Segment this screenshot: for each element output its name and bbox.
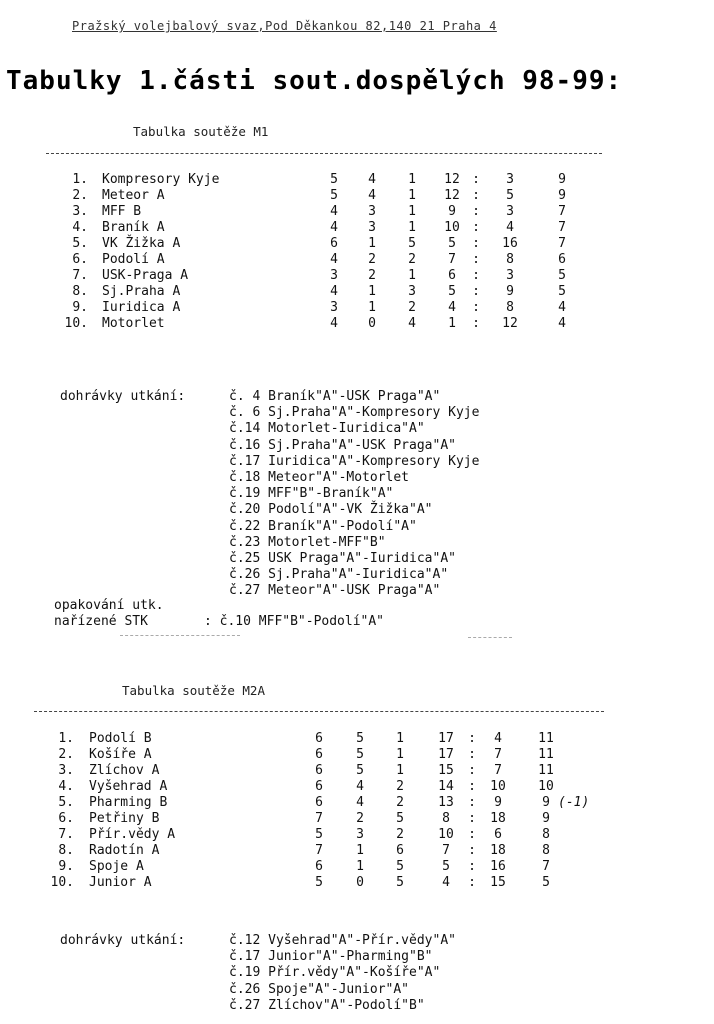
team-cell: Zlíchov A	[89, 763, 160, 778]
sets-won-cell: 12	[444, 188, 460, 203]
losses-cell: 3	[408, 284, 416, 299]
sets-won-cell: 14	[438, 779, 454, 794]
losses-cell: 2	[408, 252, 416, 267]
position-cell: 10.	[64, 316, 88, 331]
wins-cell: 2	[368, 252, 376, 267]
wins-cell: 5	[356, 763, 364, 778]
matches-cell: 6	[315, 747, 323, 762]
wins-cell: 0	[368, 316, 376, 331]
table-row	[0, 188, 714, 204]
sets-lost-cell: 15	[490, 875, 506, 890]
m1-footer-divider-2	[468, 637, 512, 638]
sets-lost-cell: 3	[506, 204, 514, 219]
sets-lost-cell: 8	[506, 252, 514, 267]
wins-cell: 4	[368, 172, 376, 187]
losses-cell: 2	[408, 300, 416, 315]
points-cell: 4	[558, 300, 566, 315]
matches-cell: 5	[330, 188, 338, 203]
sets-colon: :	[468, 747, 476, 762]
points-cell: 5	[558, 284, 566, 299]
matches-cell: 6	[315, 731, 323, 746]
team-cell: Junior A	[89, 875, 152, 890]
pending-match-item: č.27 Zlíchov"A"-Podolí"B"	[229, 997, 425, 1013]
sets-colon: :	[472, 220, 480, 235]
losses-cell: 5	[408, 236, 416, 251]
m1-repeat-value: : č.10 MFF"B"-Podolí"A"	[204, 614, 385, 629]
m1-repeat-label-1: opakování utk.	[54, 598, 164, 613]
points-cell: 7	[542, 859, 550, 874]
matches-cell: 4	[330, 316, 338, 331]
points-cell: 5	[542, 875, 550, 890]
sets-won-cell: 17	[438, 731, 454, 746]
table-row	[0, 779, 714, 795]
team-cell: Podolí A	[102, 252, 165, 267]
sets-won-cell: 1	[448, 316, 456, 331]
position-cell: 6.	[72, 252, 88, 267]
points-cell: 9	[542, 795, 550, 810]
pending-match-item: č.20 Podolí"A"-VK Žižka"A"	[229, 502, 433, 518]
pending-match-item: č.22 Braník"A"-Podolí"A"	[229, 518, 417, 534]
wins-cell: 1	[356, 859, 364, 874]
position-cell: 4.	[72, 220, 88, 235]
table-row	[0, 747, 714, 763]
table-row	[0, 875, 714, 891]
matches-cell: 6	[315, 859, 323, 874]
matches-cell: 7	[315, 843, 323, 858]
table-row	[0, 204, 714, 220]
sets-lost-cell: 16	[490, 859, 506, 874]
sets-colon: :	[472, 204, 480, 219]
table-row	[0, 268, 714, 284]
table-row	[0, 284, 714, 300]
sets-lost-cell: 4	[494, 731, 502, 746]
sets-colon: :	[468, 795, 476, 810]
points-cell: 8	[542, 843, 550, 858]
position-cell: 6.	[58, 811, 74, 826]
pending-match-item: č.25 USK Praga"A"-Iuridica"A"	[229, 551, 456, 566]
sets-colon: :	[472, 236, 480, 251]
pending-match-item: č.23 Motorlet-MFF"B"	[229, 534, 386, 550]
losses-cell: 1	[408, 220, 416, 235]
m1-table-heading: Tabulka soutěže M1	[133, 124, 269, 139]
losses-cell: 1	[396, 747, 404, 762]
points-cell: 11	[538, 763, 554, 778]
wins-cell: 4	[356, 779, 364, 794]
sets-lost-cell: 9	[506, 284, 514, 299]
table-row	[0, 827, 714, 843]
team-cell: Přír.vědy A	[89, 827, 176, 842]
pending-match-item: č.17 Iuridica"A"-Kompresory Kyje	[229, 453, 480, 469]
pending-match-item: č.17 Junior"A"-Pharming"B"	[229, 949, 433, 965]
matches-cell: 5	[330, 172, 338, 187]
m2a-table-heading: Tabulka soutěže M2A	[122, 683, 265, 698]
pending-match-item: č.12 Vyšehrad"A"-Přír.vědy"A"	[229, 933, 456, 948]
sets-lost-cell: 5	[506, 188, 514, 203]
losses-cell: 2	[396, 779, 404, 794]
position-cell: 8.	[58, 843, 74, 858]
losses-cell: 1	[408, 188, 416, 203]
position-cell: 7.	[72, 268, 88, 283]
table-row	[0, 795, 714, 811]
table-row	[0, 172, 714, 188]
position-cell: 7.	[58, 827, 74, 842]
team-cell: Motorlet	[102, 316, 165, 331]
sets-won-cell: 17	[438, 747, 454, 762]
points-cell: 7	[558, 204, 566, 219]
m1-footer-divider-1	[120, 635, 240, 636]
matches-cell: 3	[330, 300, 338, 315]
sets-won-cell: 10	[444, 220, 460, 235]
position-cell: 4.	[58, 779, 74, 794]
points-cell: 5	[558, 268, 566, 283]
wins-cell: 5	[356, 747, 364, 762]
pending-match-item: č.26 Sj.Praha"A"-Iuridica"A"	[229, 567, 449, 583]
matches-cell: 5	[315, 875, 323, 890]
team-cell: Meteor A	[102, 188, 165, 203]
team-cell: MFF B	[102, 204, 142, 219]
sets-colon: :	[468, 779, 476, 794]
penalty-note: (-1)	[558, 795, 590, 810]
sets-colon: :	[472, 268, 480, 283]
points-cell: 7	[558, 236, 566, 251]
sets-lost-cell: 12	[502, 316, 518, 331]
pending-match-item: č.26 Spoje"A"-Junior"A"	[229, 981, 410, 997]
wins-cell: 1	[368, 284, 376, 299]
sets-won-cell: 12	[444, 172, 460, 187]
page-title: Tabulky 1.části sout.dospělých 98-99:	[6, 66, 623, 96]
sets-colon: :	[468, 843, 476, 858]
matches-cell: 6	[315, 779, 323, 794]
losses-cell: 1	[408, 204, 416, 219]
m2a-pending-label: dohrávky utkání:	[60, 933, 186, 948]
team-cell: Braník A	[102, 220, 165, 235]
sets-lost-cell: 8	[506, 300, 514, 315]
position-cell: 1.	[72, 172, 88, 187]
table-row	[0, 220, 714, 236]
team-cell: Podolí B	[89, 731, 152, 746]
matches-cell: 4	[330, 252, 338, 267]
m1-pending-label: dohrávky utkání:	[60, 389, 186, 404]
table-row	[0, 236, 714, 252]
points-cell: 9	[542, 811, 550, 826]
losses-cell: 5	[396, 859, 404, 874]
sets-won-cell: 7	[442, 843, 450, 858]
points-cell: 4	[558, 316, 566, 331]
losses-cell: 1	[396, 763, 404, 778]
pending-match-item: č.18 Meteor"A"-Motorlet	[229, 470, 410, 485]
sets-won-cell: 13	[438, 795, 454, 810]
team-cell: VK Žižka A	[102, 236, 181, 251]
pending-match-item: č. 4 Braník"A"-USK Praga"A"	[229, 389, 441, 404]
wins-cell: 5	[356, 731, 364, 746]
team-cell: Kompresory Kyje	[102, 172, 220, 187]
position-cell: 1.	[58, 731, 74, 746]
wins-cell: 4	[356, 795, 364, 810]
losses-cell: 5	[396, 875, 404, 890]
team-cell: Košíře A	[89, 747, 152, 762]
team-cell: Radotín A	[89, 843, 160, 858]
wins-cell: 1	[368, 300, 376, 315]
m1-divider	[46, 153, 602, 154]
sets-won-cell: 5	[448, 236, 456, 251]
position-cell: 3.	[58, 763, 74, 778]
team-cell: Petřiny B	[89, 811, 160, 826]
sets-won-cell: 9	[448, 204, 456, 219]
position-cell: 9.	[58, 859, 74, 874]
sets-colon: :	[472, 188, 480, 203]
team-cell: Iuridica A	[102, 300, 181, 315]
team-cell: Vyšehrad A	[89, 779, 168, 794]
pending-match-item: č.14 Motorlet-Iuridica"A"	[229, 421, 425, 437]
matches-cell: 7	[315, 811, 323, 826]
m1-repeat-label-2: nařízené STK	[54, 614, 148, 629]
points-cell: 9	[558, 188, 566, 203]
sets-won-cell: 6	[448, 268, 456, 283]
sets-won-cell: 4	[442, 875, 450, 890]
points-cell: 7	[558, 220, 566, 235]
sets-lost-cell: 4	[506, 220, 514, 235]
wins-cell: 2	[356, 811, 364, 826]
sets-won-cell: 5	[448, 284, 456, 299]
pending-match-item: č.16 Sj.Praha"A"-USK Praga"A"	[229, 437, 456, 453]
sets-colon: :	[472, 172, 480, 187]
sets-lost-cell: 9	[494, 795, 502, 810]
team-cell: Spoje A	[89, 859, 144, 874]
sets-lost-cell: 18	[490, 811, 506, 826]
sets-lost-cell: 7	[494, 747, 502, 762]
losses-cell: 2	[396, 827, 404, 842]
pending-match-item: č.27 Meteor"A"-USK Praga"A"	[229, 583, 441, 599]
position-cell: 5.	[58, 795, 74, 810]
table-row	[0, 859, 714, 875]
sets-colon: :	[468, 827, 476, 842]
losses-cell: 6	[396, 843, 404, 858]
matches-cell: 6	[315, 763, 323, 778]
sets-colon: :	[468, 811, 476, 826]
losses-cell: 2	[396, 795, 404, 810]
sets-colon: :	[468, 731, 476, 746]
position-cell: 8.	[72, 284, 88, 299]
table-row	[0, 843, 714, 859]
sets-colon: :	[472, 252, 480, 267]
matches-cell: 5	[315, 827, 323, 842]
position-cell: 3.	[72, 204, 88, 219]
pending-match-item: č.19 Přír.vědy"A"-Košíře"A"	[229, 965, 441, 981]
points-cell: 6	[558, 252, 566, 267]
sets-colon: :	[472, 300, 480, 315]
wins-cell: 2	[368, 268, 376, 283]
wins-cell: 1	[368, 236, 376, 251]
table-row	[0, 731, 714, 747]
sets-colon: :	[468, 859, 476, 874]
wins-cell: 3	[368, 204, 376, 219]
sets-colon: :	[468, 875, 476, 890]
matches-cell: 6	[330, 236, 338, 251]
sets-colon: :	[468, 763, 476, 778]
matches-cell: 6	[315, 795, 323, 810]
table-row	[0, 811, 714, 827]
sets-won-cell: 8	[442, 811, 450, 826]
matches-cell: 4	[330, 284, 338, 299]
losses-cell: 5	[396, 811, 404, 826]
sets-lost-cell: 3	[506, 268, 514, 283]
wins-cell: 3	[368, 220, 376, 235]
points-cell: 11	[538, 747, 554, 762]
position-cell: 2.	[72, 188, 88, 203]
losses-cell: 1	[408, 268, 416, 283]
sets-won-cell: 10	[438, 827, 454, 842]
sets-lost-cell: 18	[490, 843, 506, 858]
team-cell: Pharming B	[89, 795, 168, 810]
team-cell: Sj.Praha A	[102, 284, 181, 299]
position-cell: 10.	[50, 875, 74, 890]
sets-colon: :	[472, 316, 480, 331]
sets-lost-cell: 16	[502, 236, 518, 251]
team-cell: USK-Praga A	[102, 268, 189, 283]
matches-cell: 4	[330, 204, 338, 219]
losses-cell: 4	[408, 316, 416, 331]
table-row	[0, 300, 714, 316]
wins-cell: 3	[356, 827, 364, 842]
sets-lost-cell: 3	[506, 172, 514, 187]
points-cell: 11	[538, 731, 554, 746]
wins-cell: 1	[356, 843, 364, 858]
table-row	[0, 316, 714, 332]
sets-won-cell: 15	[438, 763, 454, 778]
pending-match-item: č. 6 Sj.Praha"A"-Kompresory Kyje	[229, 405, 480, 421]
pending-match-item: č.19 MFF"B"-Braník"A"	[229, 486, 394, 502]
points-cell: 10	[538, 779, 554, 794]
points-cell: 8	[542, 827, 550, 842]
table-row	[0, 252, 714, 268]
m2a-divider	[34, 711, 604, 712]
position-cell: 5.	[72, 236, 88, 251]
position-cell: 2.	[58, 747, 74, 762]
sets-won-cell: 4	[448, 300, 456, 315]
wins-cell: 0	[356, 875, 364, 890]
losses-cell: 1	[408, 172, 416, 187]
sets-lost-cell: 7	[494, 763, 502, 778]
matches-cell: 3	[330, 268, 338, 283]
wins-cell: 4	[368, 188, 376, 203]
position-cell: 9.	[72, 300, 88, 315]
sets-won-cell: 7	[448, 252, 456, 267]
losses-cell: 1	[396, 731, 404, 746]
sets-lost-cell: 10	[490, 779, 506, 794]
matches-cell: 4	[330, 220, 338, 235]
sets-won-cell: 5	[442, 859, 450, 874]
points-cell: 9	[558, 172, 566, 187]
sets-colon: :	[472, 284, 480, 299]
sets-lost-cell: 6	[494, 827, 502, 842]
table-row	[0, 763, 714, 779]
association-header: Pražský volejbalový svaz,Pod Děkankou 82,140 21 Praha 4	[72, 19, 497, 33]
